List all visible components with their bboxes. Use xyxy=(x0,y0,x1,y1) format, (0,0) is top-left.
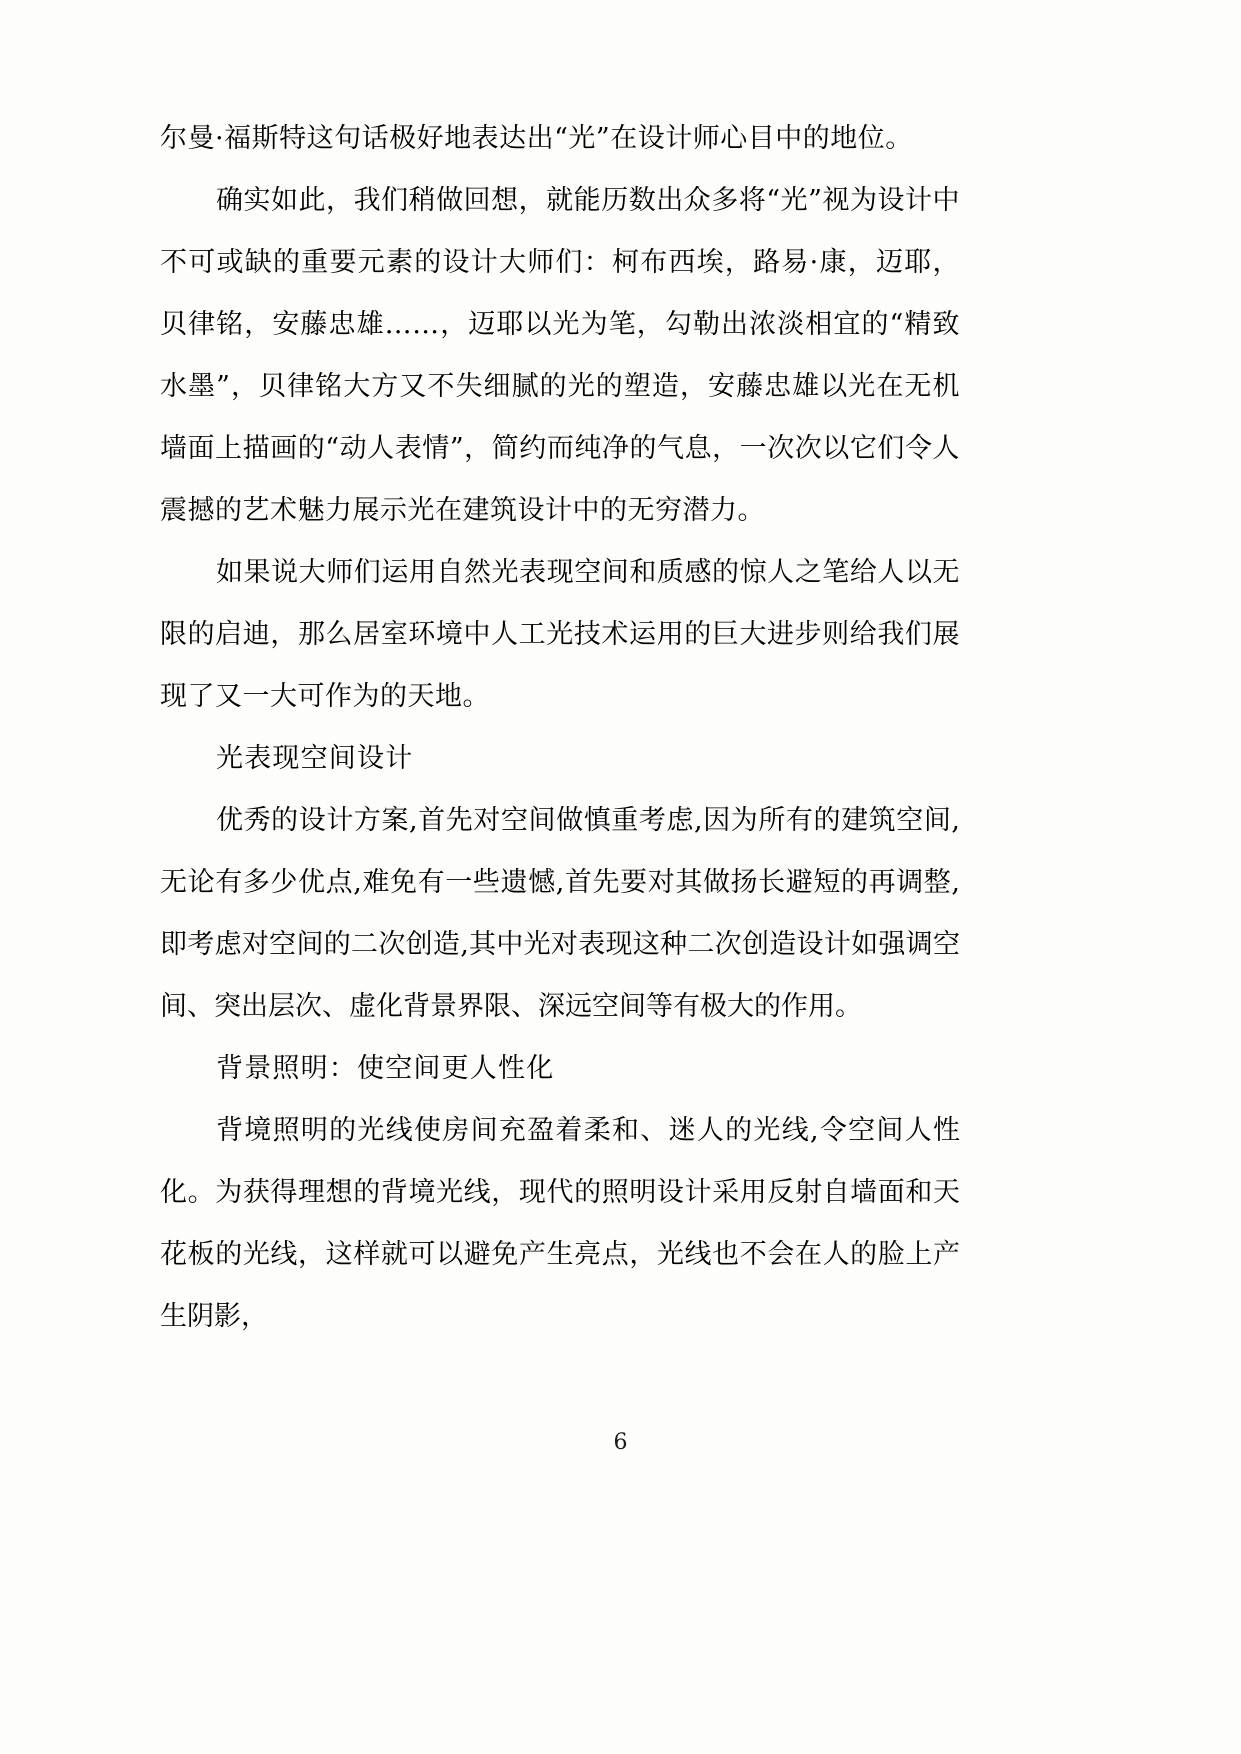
paragraph-background-light: 背境照明的光线使房间充盈着柔和、迷人的光线,令空间人性化。为获得理想的背境光线，现代的照明设计采用反射自墙面和天花板的光线，这样就可以避免产生亮点，光线也不会在人的脸上产生阴影， xyxy=(160,1115,960,1332)
paragraph-continuation: 尔曼·福斯特这句话极好地表达出“光”在设计师心目中的地位。 xyxy=(160,123,913,154)
paragraph-masters-of-light: 确实如此，我们稍做回想，就能历数出众多将“光”视为设计中不可或缺的重要元素的设计大师们：柯布西埃，路易·康，迈耶，贝律铭，安藤忠雄……，迈耶以光为笔，勾勒出浓淡相宜的“精致水墨”，贝律铭大方又不失细腻的光的塑造，安藤忠雄以光在无机墙面上描画的“动人表情”，简约而纯净的气息，一次次以它们令人震撼的艺术魅力展示光在建筑设计中的无穷潜力。 xyxy=(160,185,960,526)
heading-background-lighting: 背景照明：使空间更人性化 xyxy=(216,1053,555,1084)
heading-light-space-design: 光表现空间设计 xyxy=(216,743,414,774)
page-number: 6 xyxy=(613,1430,628,1455)
page-body xyxy=(160,108,960,1348)
paragraph-design-scheme: 优秀的设计方案,首先对空间做慎重考虑,因为所有的建筑空间,无论有多少优点,难免有一些遗憾,首先要对其做扬长避短的再调整,即考虑对空间的二次创造,其中光对表现这种二次创造设计如强调空间、突出层次、虚化背景界限、深远空间等有极大的作用。 xyxy=(160,805,960,1022)
paragraph-natural-light: 如果说大师们运用自然光表现空间和质感的惊人之笔给人以无限的启迪，那么居室环境中人工光技术运用的巨大进步则给我们展现了又一大可作为的天地。 xyxy=(160,557,960,712)
